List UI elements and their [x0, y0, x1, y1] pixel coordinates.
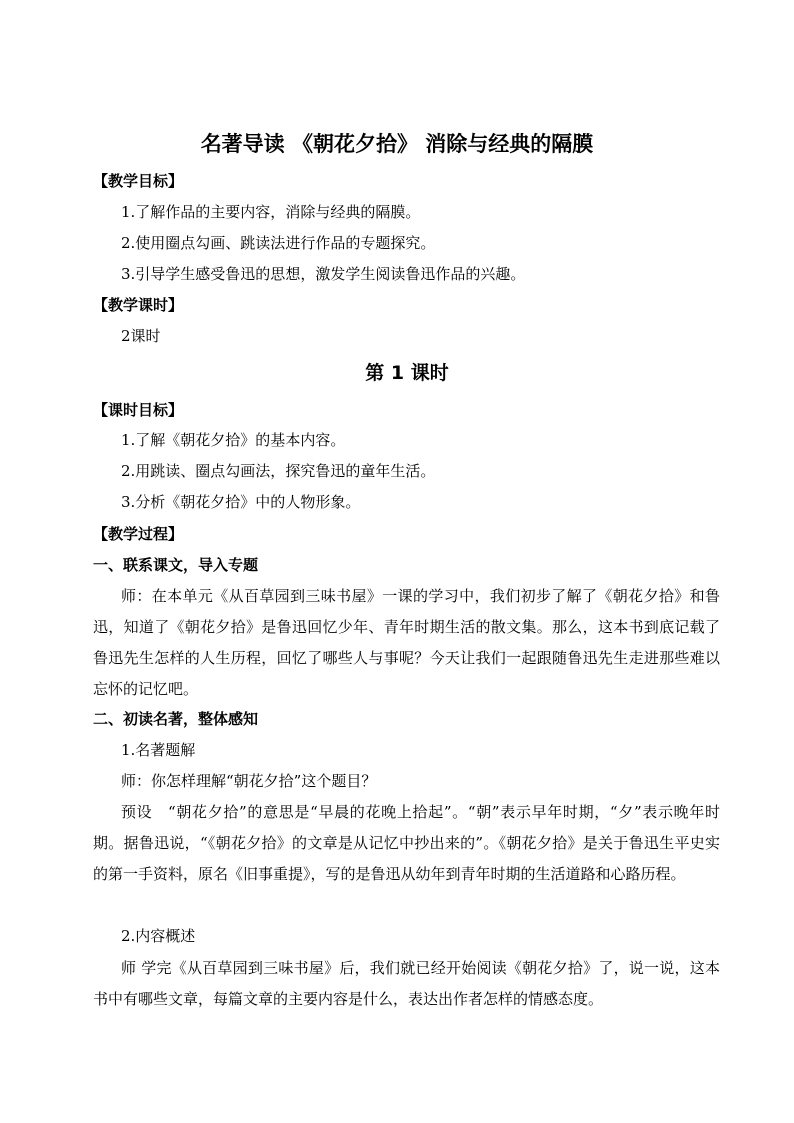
lesson-goal-item: 3.分析《朝花夕拾》中的人物形象。: [121, 493, 361, 511]
teaching-goals-heading: 【教学目标】: [93, 172, 184, 190]
teaching-hours-heading: 【教学课时】: [93, 296, 184, 314]
teacher-question: 师：你怎样理解“朝花夕拾”这个题目？: [121, 772, 377, 790]
teaching-goal-item: 3.引导学生感受鲁迅的思想，激发学生阅读鲁迅作品的兴趣。: [121, 265, 526, 283]
teaching-goal-item: 1.了解作品的主要内容，消除与经典的隔膜。: [121, 203, 421, 221]
section1-paragraph: 师：在本单元《从百草园到三味书屋》一课的学习中，我们初步了解了《朝花夕拾》和鲁迅，知道了《朝花夕拾》是鲁迅回忆少年、青年时期生活的散文集。那么，这本书到底记载了鲁迅先生怎样的人生历程，回忆了哪些人与事呢？今天让我们一起跟随鲁迅先生走进那些难以忘怀的记忆吧。: [93, 587, 720, 698]
lesson-title: 第 1 课时: [365, 362, 449, 384]
lesson-goals-heading: 【课时目标】: [93, 401, 184, 419]
section-heading: 一、联系课文，导入专题: [93, 556, 259, 574]
process-heading: 【教学过程】: [93, 525, 184, 543]
subsection-label: 1.名著题解: [121, 741, 196, 759]
teaching-hours-value: 2课时: [121, 327, 161, 345]
preset-answer-paragraph: 预设 “朝花夕拾”的意思是“早晨的花晚上拾起”。“朝”表示早年时期，“夕”表示晚年时期。据鲁迅说，“《朝花夕拾》的文章是从记忆中抄出来的”。《朝花夕拾》是关于鲁迅生平史实的第一手资料，原名《旧事重提》，写的是鲁迅从幼年到青年时期的生活道路和心路历程。: [93, 803, 720, 883]
lesson-goal-item: 1.了解《朝花夕拾》的基本内容。: [121, 431, 346, 449]
content-overview-paragraph: 师 学完《从百草园到三味书屋》后，我们就已经开始阅读《朝花夕拾》了，说一说，这本书中有哪些文章，每篇文章的主要内容是什么，表达出作者怎样的情感态度。: [93, 959, 720, 1008]
section-heading: 二、初读名著，整体感知: [93, 710, 259, 728]
lesson-goal-item: 2.用跳读、圈点勾画法，探究鲁迅的童年生活。: [121, 462, 436, 480]
teaching-goal-item: 2.使用圈点勾画、跳读法进行作品的专题探究。: [121, 234, 436, 252]
document-title: 名著导读 《朝花夕拾》 消除与经典的隔膜: [200, 132, 594, 156]
subsection-label: 2.内容概述: [121, 927, 196, 945]
